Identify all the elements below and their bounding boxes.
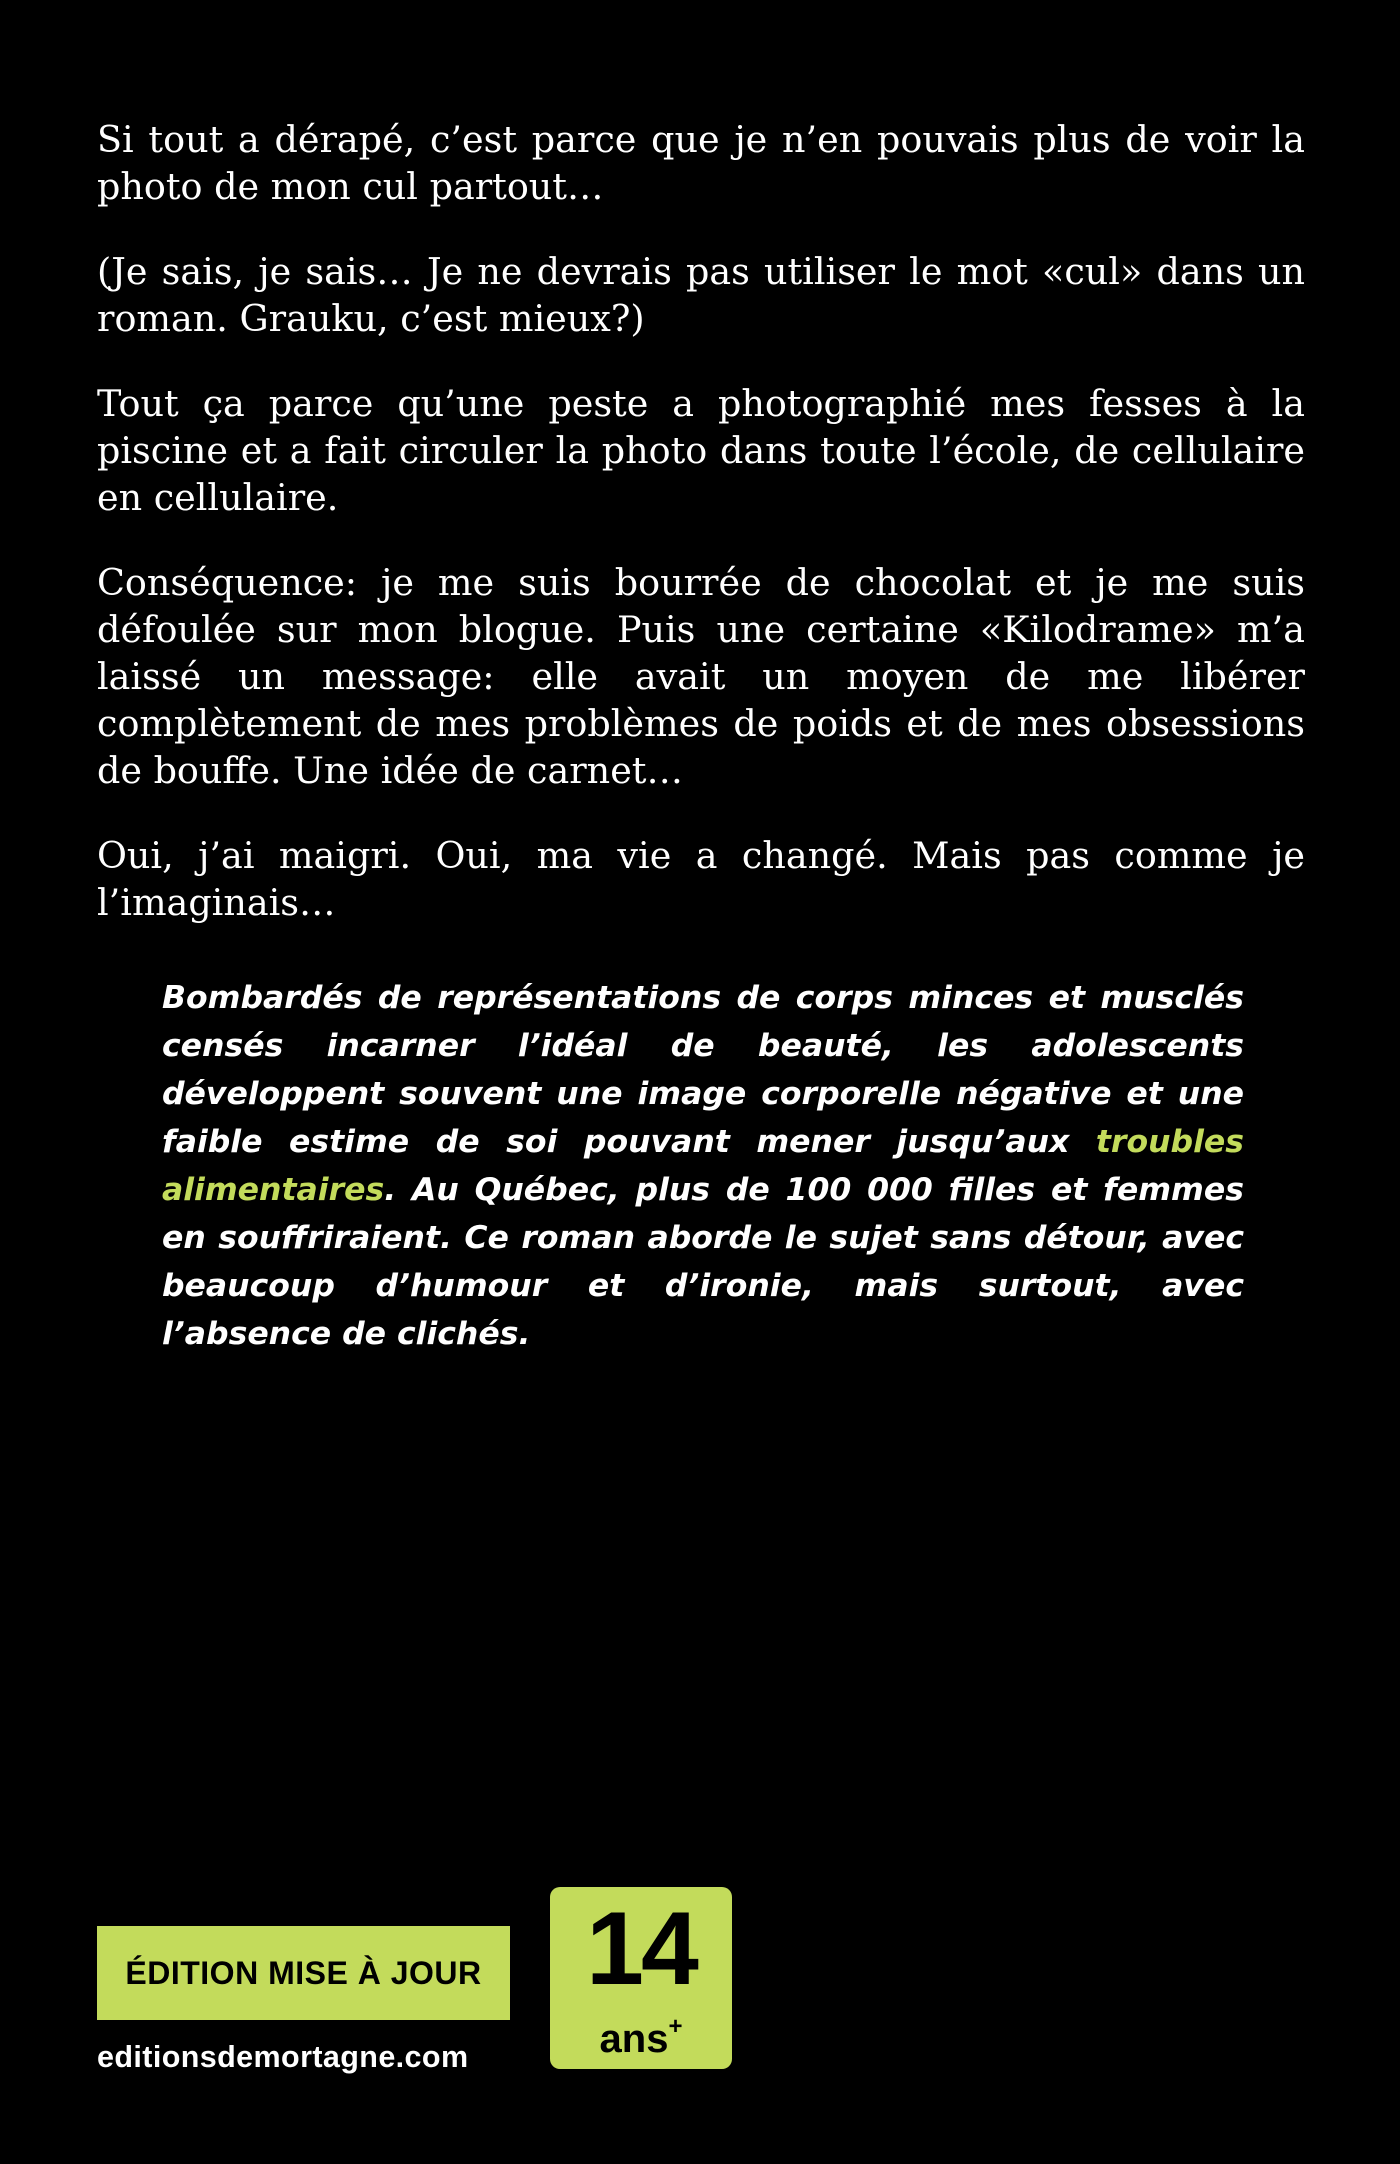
blurb-paragraph-2: (Je sais, je sais… Je ne devrais pas utiliser le mot «cul» dans un roman. Grauku, c’est mieux?): [97, 250, 1305, 340]
book-summary: [162, 974, 1244, 1358]
summary-text-start: Bombardés de représentations de corps minces et musclés censés incarner l’idéal de beauté, les adolescents développent souvent une image corporelle négative et une faible estime de soi pouvant mener jusqu’aux: [162, 980, 1244, 1160]
blurb-paragraph-5: Oui, j’ai maigri. Oui, ma vie a changé. Mais pas comme je l’imaginais…: [97, 834, 1305, 924]
edition-badge: [97, 1926, 510, 2020]
age-rating-unit-line: [550, 2005, 732, 2061]
back-cover-blurb: [97, 116, 1305, 964]
publisher-website: editionsdemortagne.com: [97, 2040, 469, 2074]
summary-highlight: troubles alimentaires: [162, 1124, 1244, 1208]
blurb-paragraph-3: Tout ça parce qu’une peste a photographié mes fesses à la piscine et a fait circuler la photo dans toute l’école, de cellulaire en cellulaire.: [97, 382, 1305, 519]
blurb-paragraph-4: Conséquence: je me suis bourrée de chocolat et je me suis défoulée sur mon blogue. Puis une certaine «Kilodrame» m’a laissé un message: elle avait un moyen de me libérer complètement de mes problèmes de poids et de mes obsessions de bouffe. Une idée de carnet…: [97, 561, 1305, 792]
age-rating-plus: +: [668, 2013, 683, 2040]
age-rating-badge: [550, 1887, 732, 2069]
blurb-paragraph-1: Si tout a dérapé, c’est parce que je n’en pouvais plus de voir la photo de mon cul partout…: [97, 118, 1305, 208]
edition-badge-label: ÉDITION MISE À JOUR: [125, 1954, 482, 1991]
summary-text-end: . Au Québec, plus de 100 000 filles et femmes en souffriraient. Ce roman aborde le sujet sans détour, avec beaucoup d’humour et d’ironie, mais surtout, avec l’absence de clichés.: [162, 1172, 1244, 1352]
age-rating-unit: ans: [599, 2017, 669, 2061]
age-rating-number: 14: [586, 1891, 696, 2007]
